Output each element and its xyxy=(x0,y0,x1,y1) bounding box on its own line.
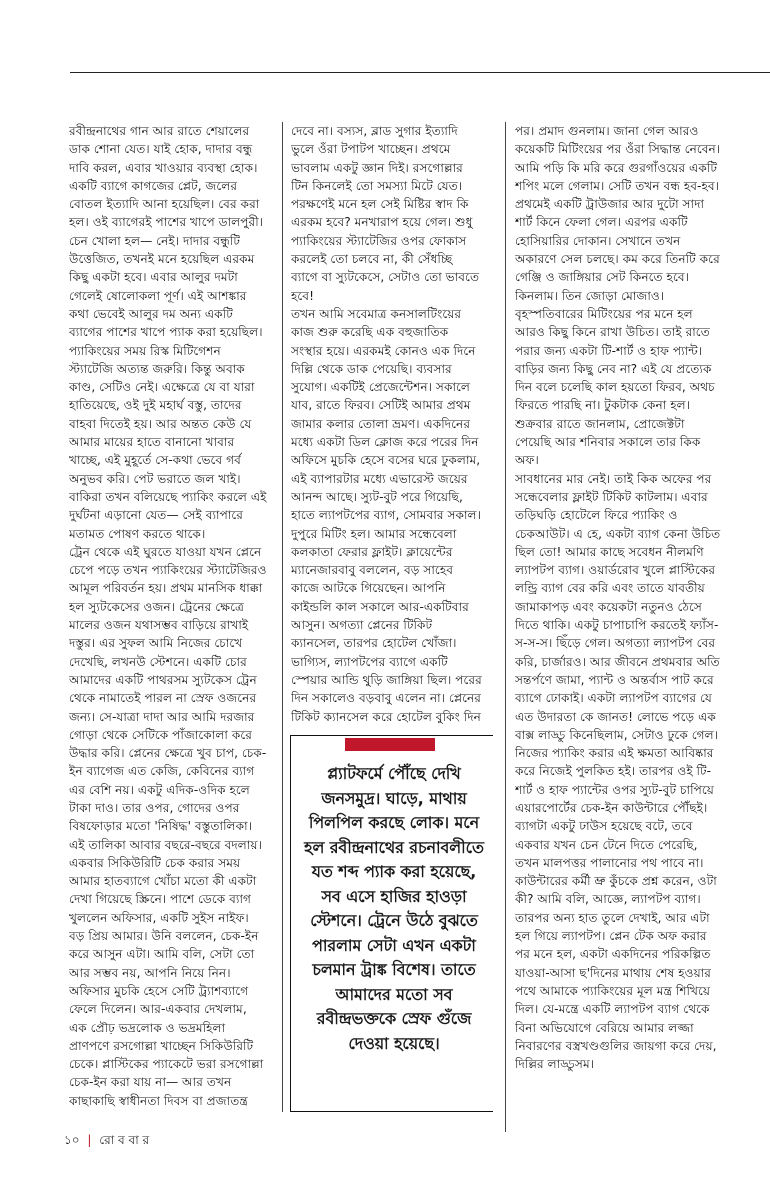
column-3-text: পর। প্রমাদ গুনলাম। জানা গেল আরও কয়েকটি মিটিংয়ের পর ওঁরা সিদ্ধান্ত নেবেন। আমি পড়ি কি মরি করে গুরগাঁওয়ের একটি শপিং মলে গেলাম। সেটি তখন বন্ধ হব-হব। প্রথমেই একটি ট্রাউজার আর দুটো সাদা শার্ট কিনে ফেলা গেল। এরপর একটি হোসিয়ারির দোকান। সেখানে তখন অকারণে সেল চলছে। কম করে তিনটি করে গেঞ্জি ও জাঙ্গিয়ার সেট কিনতে হবে। কিনলাম। তিন জোড়া মোজাও। বৃহস্পতিবারের মিটিংয়ের পর মনে হল আরও কিছু কিনে রাখা উচিত। তাই রাতে পরার জন্য একটা টি-শার্ট ও হাফ প্যান্ট। বাড়ির জন্য কিছু নেব না? এই যে প্রত্যেক দিন বলে চলেছি কাল হয়তো ফিরব, অথচ ফিরতে পারছি না। টুকটাক কেনা হল। শুক্রবার রাতে জানলাম, প্রোজেক্টটা পেয়েছি আর শনিবার সকালে তার কিক অফ। সাবধানের মার নেই। তাই কিক অফের পর সন্ধেবেলার ফ্লাইট টিকিট কাটলাম। এবার তড়িঘড়ি হোটেলে ফিরে প্যাকিং ও চেকআউট। এ হে, একটা ব্যাগ কেনা উচিত ছিল তো! আমার কাছে সবেধন নীলমণি ল্যাপটপ ব্যাগ। ওয়ার্ডরোব খুলে প্লাস্টিকের লন্ড্রি ব্যাগ বের করি এবং তাতে যাবতীয় জামাকাপড় এবং কয়েকটা নতুনও ঠেসে দিতে থাকি। একটু চাপাচাপি করতেই ফ্যাঁস-স-স-স। ছিঁড়ে গেল। অগত্যা ল্যাপটপ বের করি, চার্জারও। আর জীবনে প্রথমবার অতি সন্তর্পণে জামা, প্যান্ট ও অন্তর্বাস পাট করে ব্যাগে ঢোকাই। একটা ল্যাপটপ ব্যাগের যে এত উদারতা কে জানত! লোভে পড়ে এক বাক্স লাড্ডু কিনেছিলাম, সেটাও ঢুকে গেল। নিজের প্যাকিং করার এই ক্ষমতা আবিষ্কার করে নিজেই পুলকিত হই। তারপর ওই টি-শার্ট ও হাফ প্যান্টের ওপর স্যুট-বুট চাপিয়ে এয়ারপোর্টের চেক-ইন কাউন্টারে পৌঁছই। ব্যাগটা একটু ঢাউস হয়েছে বটে, তবে একবার যখন চেন টেনে দিতে পেরেছি, তখন মালপত্তর পালানোর পথ পাবে না। কাউন্টারের কর্মী ভ্রু কুঁচকে প্রশ্ন করেন, ওটা কী? আমি বলি, আজ্ঞে, ল্যাপটপ ব্যাগ। তারপর অন্য হাত তুলে দেখাই, আর এটা হল গিয়ে ল্যাপটপ। প্লেন টেক অফ করার পর মনে হল, একটা একদিনের পরিকল্পিত যাওয়া-আসা ছ'দিনের মাথায় শেষ হওয়ার পথে আমাকে প্যাকিংয়ের মূল মন্ত্র শিখিয়ে দিল। যে-মন্ত্রে একটি ল্যাপটপ ব্যাগ থেকে বিনা অভিযোগে বেরিয়ে আমার লজ্জা নিবারণের বস্ত্রখণ্ডগুলির জায়গা করে দেয়, দিল্লির লাড্ডুসম। xyxy=(515,124,721,1072)
page-footer xyxy=(64,1132,149,1152)
footer-separator: | xyxy=(87,1133,92,1147)
article-column-3 xyxy=(515,122,721,1073)
column-divider-1 xyxy=(282,122,283,1112)
column-1-text: রবীন্দ্রনাথের গান আর রাতে শেয়ালের ডাক শোনা যেত। যাই হোক, দাদার বন্ধু দাবি করল, এবার খাওয়ার ব্যবস্থা হোক। একটি ব্যাগে কাগজের প্লেট, জলের বোতল ইত্যাদি আনা হয়েছিল। বের করা হল। ওই ব্যাগেরই পাশের খাপে ডালপুরী। চেন খোলা হল— নেই। দাদার বন্ধুটি উত্তেজিত, তখনই মনে হয়েছিল এরকম কিছু একটা হবে। এবার আলুর দমটা গেলেই ষোলোকলা পূর্ণ। এই আশঙ্কার কথা ভেবেই আলুর দম অন্য একটি ব্যাগের পাশের খাপে প্যাক করা হয়েছিল। প্যাকিংয়ের সময় রিস্ক মিটিগেশন স্ট্যাটেজি অত্যন্ত জরুরি। কিন্তু অবাক কাণ্ড, সেটিও নেই। এক্ষেত্রে যে বা যারা হাতিয়েছে, ওই দুই মহার্ঘ বস্তু, তাদের বাহবা দিতেই হয়। আর অন্তত কেউ যে আমার মায়ের হাতে বানানো খাবার খাচ্ছে, এই মুহূর্তে সে-কথা ভেবে গর্ব অনুভব করি। পেট ভরাতে জল খাই। বাকিরা তখন বলিয়েছে প্যাকিং করলে এই দুর্ঘটনা এড়ানো যেত— সেই ব্যাপারে মতামত পোষণ করতে থাকে। ট্রেন থেকে এই ঘুরতে যাওয়া যখন প্লেনে চেপে পড়ে তখন প্যাকিংয়ের স্ট্যাটেজিরও আমূল পরিবর্তন হয়। প্রথম মানসিক ধাক্কা হল স্যুটকেসের ওজন। ট্রেনের ক্ষেত্রে মালের ওজন যথাসম্ভব বাড়িয়ে রাখাই দস্তুর। এর সুফল আমি নিজের চোখে দেখেছি, লখনউ স্টেশনে। একটি চোর আমাদের একটি পাথরসম স্যুটকেস ট্রেন থেকে নামাতেই পারল না স্রেফ ওজনের জন্য। সে-যাত্রা দাদা আর আমি দরজার গোড়া থেকে সেটিকে পাঁজাকোলা করে উদ্ধার করি। প্লেনের ক্ষেত্রে খুব চাপ, চেক-ইন ব্যাগেজ এত কেজি, কেবিনের ব্যাগ এর বেশি নয়। একটু এদিক-ওদিক হলে টাকা দাও। তার ওপর, গোদের ওপর বিষফোড়ার মতো 'নিষিদ্ধ' বস্তুতালিকা। এই তালিকা আবার বছরে-বছরে বদলায়। একবার সিকিউরিটি চেক করার সময় আমার হাতব্যাগে খোঁচা মতো কী একটা দেখা গিয়েছে স্ক্রিনে। পাশে ডেকে ব্যাগ খুললেন অফিসার, একটি সুইস নাইফ। বড় প্রিয় আমার। উনি বললেন, চেক-ইন করে আসুন এটা। আমি বলি, সেটা তো আর সম্ভব নয়, আপনি নিয়ে নিন। অফিসার মুচকি হেসে সেটি ট্র্যাশব্যাগে ফেলে দিলেন। আর-একবার দেখলাম, এক প্রৌঢ় ভদ্রলোক ও ভদ্রমহিলা প্রাণপণে রসগোল্লা খাচ্ছেন সিকিউরিটি চেকে। প্লাস্টিকের প্যাকেটে ভরা রসগোল্লা চেক-ইন করা যায় না— আর তখন কাছাকাছি স্বাধীনতা দিবস বা প্রজাতন্ত্র xyxy=(69,124,267,1108)
article-column-2 xyxy=(291,122,482,727)
page-number: ১০ xyxy=(64,1133,80,1147)
pull-quote: প্ল্যাটফর্মে পৌঁছে দেখি জনসমুদ্র। ঘাড়ে, মাথায় পিলপিল করছে লোক। মনে হল রবীন্দ্রনাথের রচনাবলীতে যত শব্দ প্যাক করা হয়েছে, সব এসে হাজির হাওড়া স্টেশনে। ট্রেনে উঠে বুঝতে পারলাম সেটা এখন একটা চলমান ট্রাঙ্ক বিশেষ। তাতে আমাদের মতো সব রবীন্দ্রভক্তকে স্রেফ গুঁজে দেওয়া হয়েছে। xyxy=(304,764,484,1053)
column-divider-2 xyxy=(505,122,506,1132)
column-2-text: দেবে না। বস্যস, ব্লাড সুগার ইত্যাদি ভুলে ওঁরা টপাটপ খাচ্ছেন। প্রথমে ভাবলাম একটু জ্ঞান দিই। রসগোল্লার টিন কিনলেই তো সমস্যা মিটে যেত। পরক্ষণেই মনে হল সেই মিষ্টির স্বাদ কি এরকম হবে? মনখারাপ হয়ে গেল। শুধু প্যাকিংয়ের স্ট্যাটেজির ওপর ফোকাস করলেই তো চলবে না, কী সেঁধচ্ছি ব্যাগে বা স্যুটকেসে, সেটাও তো ভাবতে হবে! তখন আমি সবেমাত্র কনসালটিংয়ের কাজ শুরু করেছি এক বহুজাতিক সংস্থার হয়ে। এরকমই কোনও এক দিনে দিল্লি থেকে ডাক পেয়েছি। ব্যবসার সুযোগ। একটিই প্রেজেন্টেশন। সকালে যাব, রাতে ফিরব। সেটিই আমার প্রথম জামার কলার তোলা ভ্রমণ। একদিনের মধ্যে একটা ডিল ক্লোজ করে পরের দিন অফিসে মুচকি হেসে বসের ঘরে ঢুকলাম, এই ব্যাপারটার মধ্যে এভারেস্ট জয়ের আনন্দ আছে। স্যুট-বুট পরে গিয়েছি, হাতে ল্যাপটপের ব্যাগ, সোমবার সকাল। দুপুরে মিটিং হল। আমার সন্ধেবেলা কলকাতা ফেরার ফ্লাইট। ক্লায়েন্টের ম্যানেজারবাবু বললেন, বড় সাহেব কাজে আটকে গিয়েছেন। আপনি কাইন্ডলি কাল সকালে আর-একটিবার আসুন। অগত্যা প্লেনের টিকিট ক্যানসেল, তারপর হোটেল খোঁজা। ভাগ্যিস, ল্যাপটপের ব্যাগে একটি স্পেয়ার আন্ডি থুড়ি জাঙ্গিয়া ছিল। পরের দিন সকালেও বড়বাবু এলেন না। প্লেনের টিকিট ক্যানসেল করে হোটেল বুকিং দিন xyxy=(291,124,482,724)
top-rule xyxy=(70,72,770,73)
pull-quote-accent-bar xyxy=(345,738,435,751)
publication-name: রো ব বা র xyxy=(99,1133,150,1147)
article-column-1 xyxy=(69,122,267,1112)
